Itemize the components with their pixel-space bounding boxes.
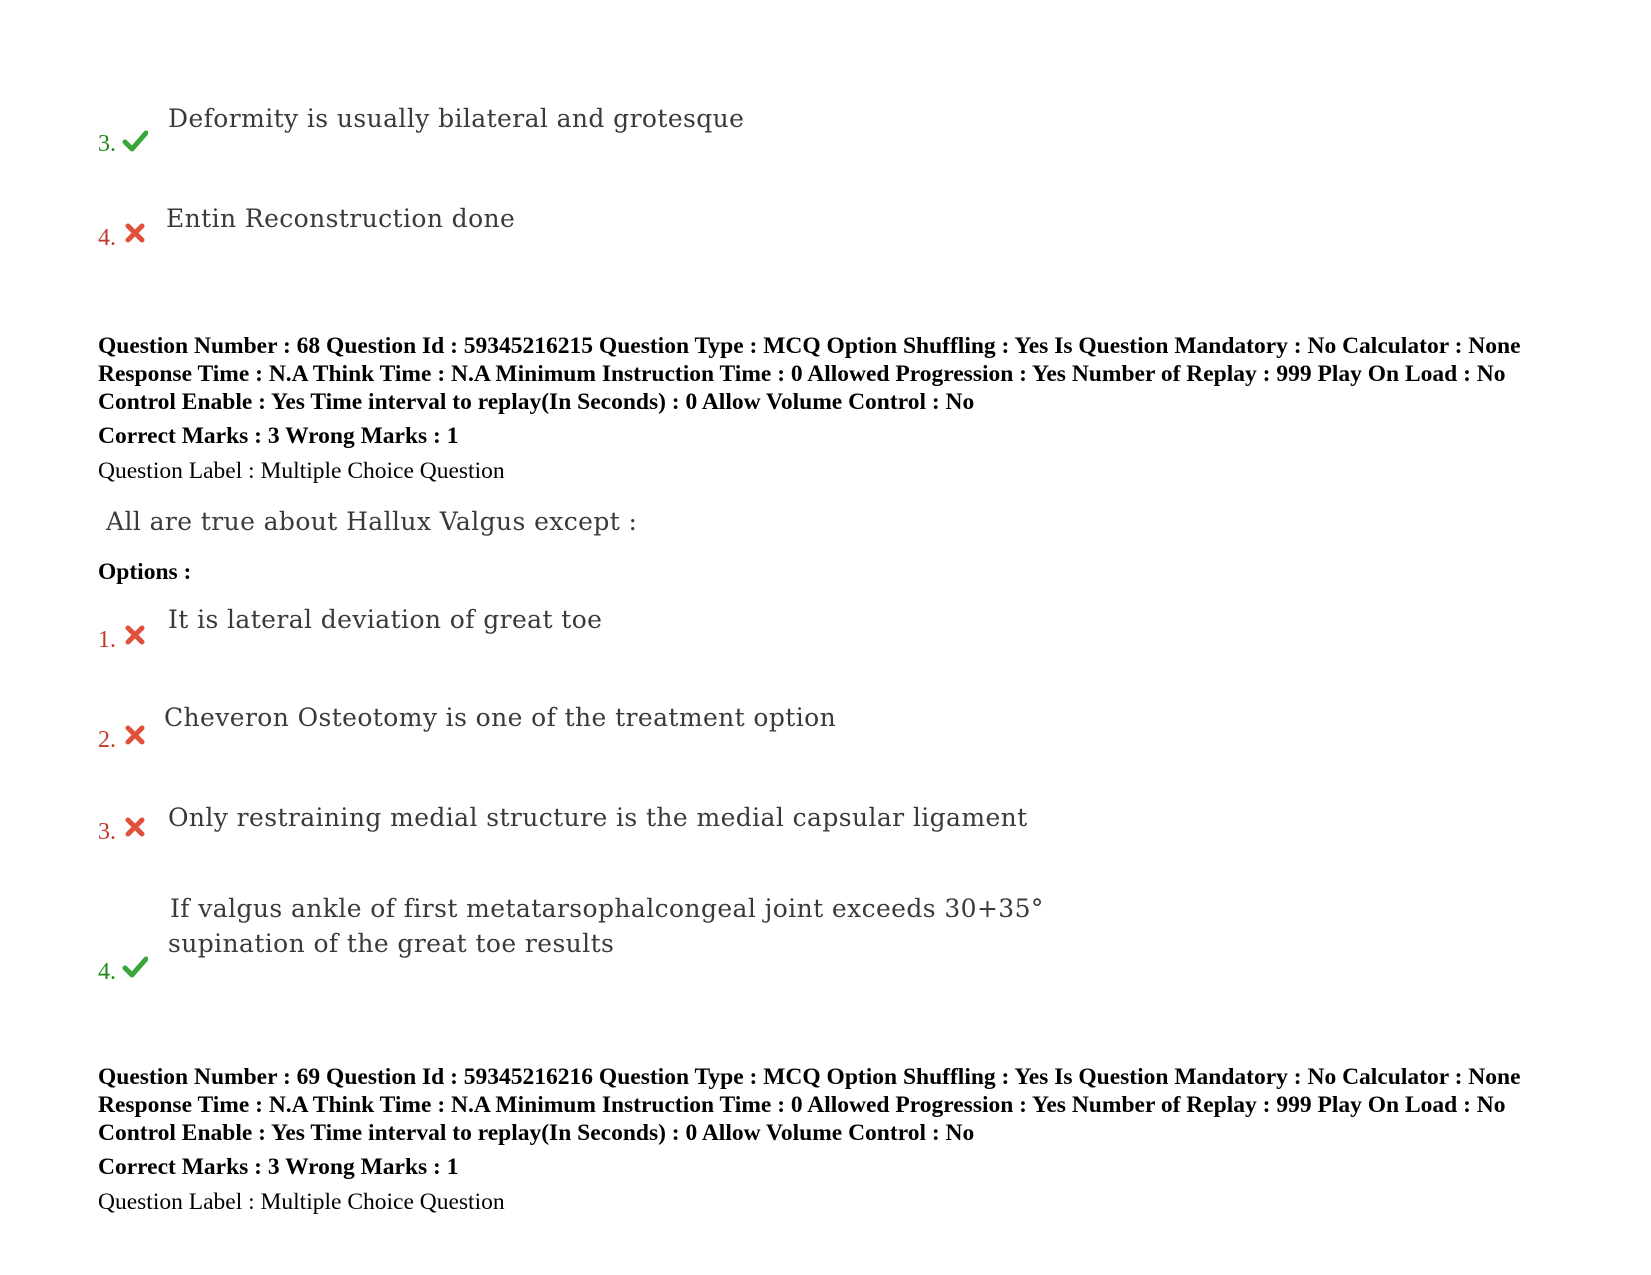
option-number: 3. (98, 131, 116, 157)
correct-check-icon (122, 954, 148, 980)
question-marks: Correct Marks : 3 Wrong Marks : 1 (98, 423, 459, 449)
option-text: Only restraining medial structure is the medial capsular ligament (168, 803, 1028, 832)
question-meta: Question Number : 69 Question Id : 59345216216 Question Type : MCQ Option Shuffling : Yes Is Question Mandatory : No Calculator : None Response Time : N.A Think Time : N.A Minimum Instruction Time : 0 Allowed Progression : Yes Number of Replay : 999 Play On Load : No Control Enable : Yes Time interval to replay(In Seconds) : 0 Allow Volume Control : No (98, 1064, 1521, 1146)
option-text: Cheveron Osteotomy is one of the treatment option (164, 703, 837, 732)
question-label: Question Label : Multiple Choice Question (98, 458, 505, 484)
option-number: 4. (98, 225, 116, 251)
wrong-cross-icon (122, 722, 148, 748)
correct-check-icon (122, 128, 148, 154)
question-label: Question Label : Multiple Choice Question (98, 1189, 505, 1215)
option-number: 3. (98, 819, 116, 845)
option-text: It is lateral deviation of great toe (168, 605, 603, 634)
option-text-line-2: supination of the great toe results (168, 929, 615, 958)
option-text-line-1: If valgus ankle of first metatarsophalcongeal joint exceeds 30+35° (170, 894, 1044, 923)
question-marks: Correct Marks : 3 Wrong Marks : 1 (98, 1154, 459, 1180)
question-meta: Question Number : 68 Question Id : 59345216215 Question Type : MCQ Option Shuffling : Yes Is Question Mandatory : No Calculator : None Response Time : N.A Think Time : N.A Minimum Instruction Time : 0 Allowed Progression : Yes Number of Replay : 999 Play On Load : No Control Enable : Yes Time interval to replay(In Seconds) : 0 Allow Volume Control : No (98, 333, 1521, 415)
wrong-cross-icon (122, 622, 148, 648)
option-number: 1. (98, 627, 116, 653)
option-text: Deformity is usually bilateral and grotesque (168, 104, 745, 133)
question-text: All are true about Hallux Valgus except : (106, 507, 638, 536)
option-number: 2. (98, 727, 116, 753)
wrong-cross-icon (122, 220, 148, 246)
option-number: 4. (98, 959, 116, 985)
options-heading: Options : (98, 559, 192, 585)
wrong-cross-icon (122, 814, 148, 840)
option-text: Entin Reconstruction done (166, 204, 516, 233)
